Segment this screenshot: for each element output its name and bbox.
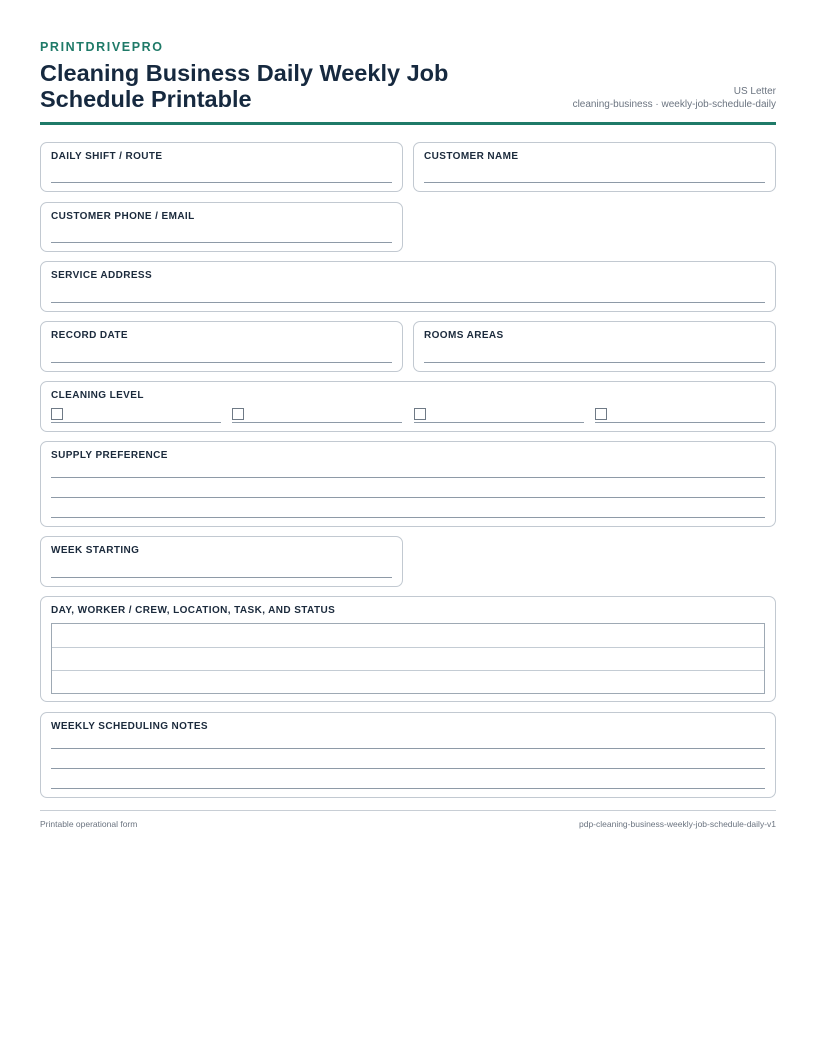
daily-shift-route-label: DAILY SHIFT / ROUTE [51, 151, 163, 162]
customer-name-line[interactable] [424, 182, 765, 183]
schedule-grid-row-divider [52, 647, 764, 648]
service-address-line[interactable] [51, 302, 765, 303]
cleaning-level-checkbox-3[interactable] [414, 408, 426, 420]
supply-preference-line-2[interactable] [51, 497, 765, 498]
footer-form-id: pdp-cleaning-business-weekly-job-schedule-daily-v1 [578, 819, 776, 829]
customer-phone-email-label: CUSTOMER PHONE / EMAIL [51, 211, 195, 222]
weekly-notes-line-2[interactable] [51, 768, 765, 769]
rooms-areas-label: ROOMS AREAS [424, 330, 504, 341]
customer-name-label: CUSTOMER NAME [424, 151, 519, 162]
paper-size: US Letter [733, 86, 776, 97]
page-meta [573, 85, 776, 111]
record-date-field[interactable] [40, 321, 403, 372]
weekly-notes-line-3[interactable] [51, 788, 765, 789]
supply-preference-label: SUPPLY PREFERENCE [51, 450, 168, 461]
customer-phone-email-field[interactable] [40, 202, 403, 252]
rooms-areas-line[interactable] [424, 362, 765, 363]
schedule-table-field [40, 596, 776, 702]
daily-shift-route-line[interactable] [51, 182, 392, 183]
cleaning-level-field [40, 381, 776, 432]
document-slug: cleaning-business · weekly-job-schedule-daily [572, 99, 776, 110]
cleaning-level-option-line-1[interactable] [51, 422, 221, 423]
footer-rule [40, 810, 776, 811]
daily-shift-route-field[interactable] [40, 142, 403, 192]
cleaning-level-checkbox-2[interactable] [232, 408, 244, 420]
week-starting-field[interactable] [40, 536, 403, 587]
supply-preference-field[interactable] [40, 441, 776, 527]
supply-preference-line-1[interactable] [51, 477, 765, 478]
schedule-grid[interactable] [51, 623, 765, 694]
cleaning-level-checkbox-4[interactable] [595, 408, 607, 420]
weekly-notes-field[interactable] [40, 712, 776, 798]
cleaning-level-option-line-4[interactable] [595, 422, 765, 423]
schedule-table-label: DAY, WORKER / CREW, LOCATION, TASK, AND STATUS [51, 605, 336, 616]
week-starting-label: WEEK STARTING [51, 545, 140, 556]
cleaning-level-label: CLEANING LEVEL [51, 390, 144, 401]
customer-name-field[interactable] [413, 142, 776, 192]
record-date-label: RECORD DATE [51, 330, 128, 341]
customer-phone-email-line[interactable] [51, 242, 392, 243]
brand-name: PRINTDRIVEPRO [40, 40, 164, 54]
service-address-label: SERVICE ADDRESS [51, 270, 153, 281]
record-date-line[interactable] [51, 362, 392, 363]
footer-form-type: Printable operational form [40, 819, 138, 829]
cleaning-level-option-line-2[interactable] [232, 422, 402, 423]
weekly-notes-label: WEEKLY SCHEDULING NOTES [51, 721, 208, 732]
page-title: Cleaning Business Daily Weekly Job Schedule Printable [40, 60, 449, 112]
service-address-field[interactable] [40, 261, 776, 312]
supply-preference-line-3[interactable] [51, 517, 765, 518]
schedule-grid-row-divider [52, 670, 764, 671]
cleaning-level-option-line-3[interactable] [414, 422, 584, 423]
cleaning-level-checkbox-1[interactable] [51, 408, 63, 420]
weekly-notes-line-1[interactable] [51, 748, 765, 749]
week-starting-line[interactable] [51, 577, 392, 578]
header-rule [40, 122, 776, 125]
rooms-areas-field[interactable] [413, 321, 776, 372]
